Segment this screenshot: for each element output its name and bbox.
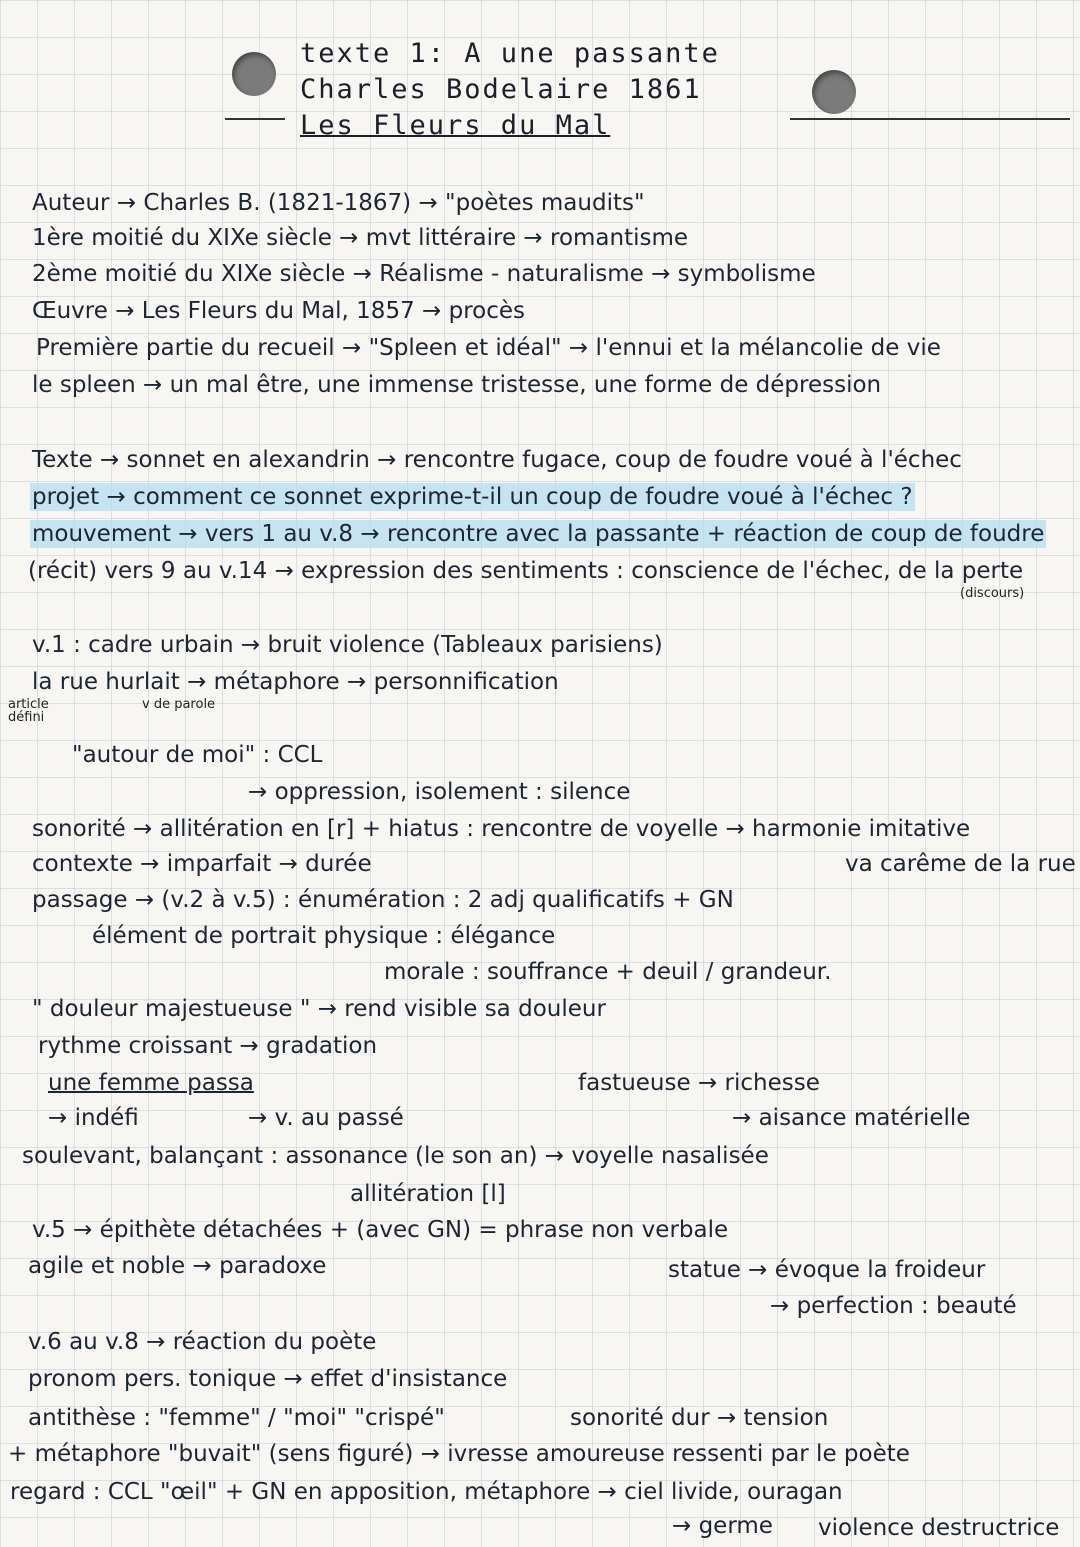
note-line: contexte → imparfait → durée: [32, 851, 372, 877]
note-line: → perfection : beauté: [770, 1293, 1017, 1319]
title-underline-left: [225, 118, 285, 120]
title-work: Les Fleurs du Mal: [300, 110, 611, 141]
note-line: Auteur → Charles B. (1821-1867) → "poètes maudits": [32, 190, 645, 216]
note-line: → v. au passé: [248, 1105, 404, 1131]
note-line: " douleur majestueuse " → rend visible sa douleur: [32, 996, 606, 1022]
note-line: → oppression, isolement : silence: [248, 779, 631, 805]
note-line: Première partie du recueil → "Spleen et idéal" → l'ennui et la mélancolie de vie: [36, 335, 941, 361]
note-annotation: article: [8, 697, 49, 712]
note-line: allitération [l]: [350, 1181, 506, 1207]
note-line: la rue hurlait → métaphore → personnification: [32, 669, 559, 695]
note-line: passage → (v.2 à v.5) : énumération : 2 adj qualificatifs + GN: [32, 887, 734, 913]
note-line: projet → comment ce sonnet exprime-t-il un coup de foudre voué à l'échec ?: [32, 484, 913, 510]
note-line: agile et noble → paradoxe: [28, 1253, 327, 1279]
note-line: fastueuse → richesse: [578, 1070, 820, 1096]
note-line: sonorité dur → tension: [570, 1405, 829, 1431]
note-line: + métaphore "buvait" (sens figuré) → ivresse amoureuse ressenti par le poète: [8, 1441, 910, 1467]
note-line: → aisance matérielle: [732, 1105, 971, 1131]
note-annotation: défini: [8, 710, 45, 725]
note-line: morale : souffrance + deuil / grandeur.: [384, 959, 832, 985]
note-line: → germe: [672, 1513, 773, 1539]
note-line: antithèse : "femme" / "moi" "crispé": [28, 1405, 445, 1431]
note-line: sonorité → allitération en [r] + hiatus : rencontre de voyelle → harmonie imitative: [32, 816, 971, 842]
note-line: "autour de moi" : CCL: [72, 742, 323, 768]
note-line: élément de portrait physique : élégance: [92, 923, 556, 949]
note-line: violence destructrice: [818, 1515, 1060, 1541]
note-line: Œuvre → Les Fleurs du Mal, 1857 → procès: [32, 298, 526, 324]
note-line: soulevant, balançant : assonance (le son an) → voyelle nasalisée: [22, 1143, 769, 1169]
note-line: rythme croissant → gradation: [38, 1033, 378, 1059]
note-line: 1ère moitié du XIXe siècle → mvt littéraire → romantisme: [32, 225, 689, 251]
note-line: va carême de la rue: [845, 851, 1076, 877]
title-author: Charles Bodelaire 1861: [300, 74, 702, 105]
note-line: v.6 au v.8 → réaction du poète: [28, 1329, 377, 1355]
title-text: texte 1: A une passante: [300, 38, 720, 69]
note-line: une femme passa: [48, 1070, 254, 1096]
note-annotation: v de parole: [142, 697, 216, 712]
note-line: → indéfi: [48, 1105, 139, 1131]
note-line: v.1 : cadre urbain → bruit violence (Tableaux parisiens): [32, 632, 663, 658]
note-line: (récit) vers 9 au v.14 → expression des sentiments : conscience de l'échec, de la perte: [28, 558, 1024, 584]
note-line: 2ème moitié du XIXe siècle → Réalisme - naturalisme → symbolisme: [32, 261, 816, 287]
note-line: Texte → sonnet en alexandrin → rencontre fugace, coup de foudre voué à l'échec: [32, 447, 962, 473]
punch-hole-left: [232, 52, 276, 96]
note-line: mouvement → vers 1 au v.8 → rencontre avec la passante + réaction de coup de foudre: [32, 521, 1045, 547]
note-line: statue → évoque la froideur: [668, 1257, 986, 1283]
note-line: v.5 → épithète détachées + (avec GN) = phrase non verbale: [32, 1217, 729, 1243]
note-line: le spleen → un mal être, une immense tristesse, une forme de dépression: [32, 372, 882, 398]
note-annotation: (discours): [960, 586, 1025, 601]
note-line: regard : CCL "œil" + GN en apposition, métaphore → ciel livide, ouragan: [10, 1479, 843, 1505]
note-line: pronom pers. tonique → effet d'insistance: [28, 1366, 508, 1392]
title-underline-right: [790, 118, 1070, 120]
